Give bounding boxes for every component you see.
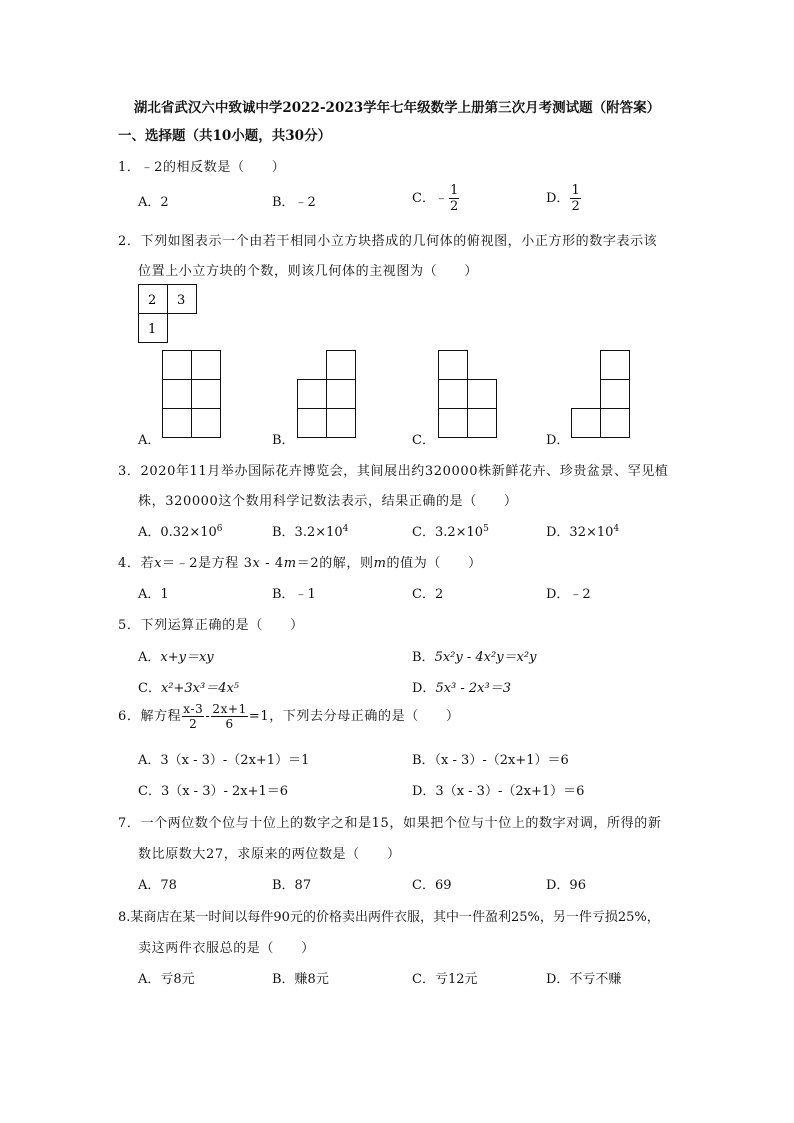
option-text: B．3.2×10 bbox=[272, 525, 343, 540]
minus-sign: - bbox=[205, 709, 211, 724]
stem-text: 6．解方程 bbox=[118, 709, 182, 724]
option-label: C． bbox=[138, 681, 161, 696]
section-heading: 一、选择题（共10小题，共30分） bbox=[118, 128, 332, 144]
front-view-option-a bbox=[162, 350, 222, 440]
exponent: 5 bbox=[483, 524, 489, 534]
stem-text: ＝2的解，则 bbox=[296, 556, 374, 571]
question-1-option-a: A．2 bbox=[138, 195, 169, 210]
variable-x: x bbox=[154, 556, 163, 571]
question-6-option-d: D．3（x - 3）-（2x+1）＝6 bbox=[412, 784, 585, 799]
question-1-stem: 1．﹣2的相反数是（ ） bbox=[118, 160, 286, 175]
option-expression: x²+3x³＝4x⁵ bbox=[160, 681, 240, 696]
option-label: A． bbox=[138, 650, 161, 665]
question-8-stem-line-2: 卖这两件衣服总的是（ ） bbox=[138, 941, 315, 956]
denominator: 2 bbox=[449, 199, 459, 214]
option-text: C．3.2×10 bbox=[412, 525, 484, 540]
numerator: 2x+1 bbox=[212, 702, 247, 716]
fraction bbox=[449, 183, 459, 214]
question-8-option-d: D．不亏不赚 bbox=[546, 972, 622, 987]
question-2-option-a-label: A． bbox=[138, 433, 161, 448]
exponent: 6 bbox=[216, 524, 223, 534]
question-3-option-a bbox=[138, 521, 223, 540]
numerator: x-3 bbox=[183, 702, 204, 716]
option-label: B． bbox=[412, 650, 435, 665]
exponent: 4 bbox=[613, 524, 620, 534]
question-7-option-b: B．87 bbox=[272, 878, 312, 893]
fraction bbox=[182, 702, 204, 731]
question-1-option-b: B．﹣2 bbox=[272, 195, 316, 210]
grid-cell-value: 1 bbox=[148, 322, 157, 337]
question-4-option-b: B．﹣1 bbox=[272, 587, 316, 602]
grid-cell-value: 2 bbox=[148, 293, 157, 308]
question-6-stem bbox=[118, 702, 460, 731]
question-5-option-a bbox=[138, 646, 214, 665]
option-label: D． bbox=[412, 681, 436, 696]
option-expression: x+y＝xy bbox=[160, 650, 214, 665]
variable-m: m bbox=[373, 556, 387, 571]
question-1-option-d bbox=[546, 183, 582, 214]
question-5-stem: 5．下列运算正确的是（ ） bbox=[118, 618, 304, 633]
fraction bbox=[570, 183, 580, 214]
stem-text: 4．若 bbox=[118, 556, 155, 571]
question-2-option-c-label: C． bbox=[412, 433, 435, 448]
question-6-option-a: A．3（x - 3）-（2x+1）＝1 bbox=[138, 753, 310, 768]
question-3-stem-line-1: 3．2020年11月举办国际花卉博览会，其间展出约320000株新鲜花卉、珍贵盆景、罕见植 bbox=[118, 464, 669, 479]
question-4-stem bbox=[118, 552, 482, 571]
minus-sign: ﹣ bbox=[434, 191, 448, 206]
question-2-option-d-label: D． bbox=[546, 433, 570, 448]
question-3-stem-line-2: 株，320000这个数用科学记数法表示，结果正确的是（ ） bbox=[138, 494, 518, 509]
numerator: 1 bbox=[449, 183, 459, 198]
question-7-option-a: A．78 bbox=[138, 878, 177, 893]
front-view-option-c bbox=[438, 350, 498, 440]
stem-text: 的值为（ ） bbox=[386, 556, 482, 571]
question-8-stem-line-1: 8.某商店在某一时间以每件90元的价格卖出两件衣服，其中一件盈利25%，另一件亏损25%， bbox=[118, 910, 660, 925]
question-3-option-d bbox=[546, 521, 619, 540]
question-5-option-d bbox=[412, 677, 511, 696]
question-5-option-b bbox=[412, 646, 536, 665]
denominator: 2 bbox=[189, 717, 198, 731]
question-6-option-c: C．3（x - 3）- 2x+1＝6 bbox=[138, 784, 289, 799]
option-expression: 5x²y - 4x²y＝x²y bbox=[434, 650, 537, 665]
question-7-stem-line-2: 数比原数大27，求原来的两位数是（ ） bbox=[138, 847, 401, 862]
question-4-option-d: D．﹣2 bbox=[546, 587, 591, 602]
top-view-grid bbox=[138, 284, 200, 346]
stem-text: - 4 bbox=[260, 556, 284, 571]
front-view-option-d bbox=[571, 350, 631, 440]
question-2-stem-line-1: 2．下列如图表示一个由若干相同小立方块搭成的几何体的俯视图，小正方形的数字表示该 bbox=[118, 234, 658, 249]
question-5-option-c bbox=[138, 677, 239, 696]
fraction bbox=[211, 702, 248, 731]
question-8-option-c: C．亏12元 bbox=[412, 972, 478, 987]
stem-text: ，下列去分母正确的是（ ） bbox=[269, 709, 460, 724]
denominator: 6 bbox=[225, 717, 234, 731]
exponent: 4 bbox=[342, 524, 349, 534]
option-label: D． bbox=[546, 191, 570, 206]
question-6-option-b: B．（x - 3）-（2x+1）＝6 bbox=[412, 753, 569, 768]
variable-x: x bbox=[252, 556, 261, 571]
front-view-option-b bbox=[297, 350, 357, 440]
option-expression: 5x³ - 2x³＝3 bbox=[435, 681, 511, 696]
question-3-option-b bbox=[272, 521, 348, 540]
question-2-stem-line-2: 位置上小立方块的个数，则该几何体的主视图为（ ） bbox=[138, 264, 479, 279]
question-7-stem-line-1: 7．一个两位数个位与十位上的数字之和是15，如果把个位与十位上的数字对调，所得的新 bbox=[118, 816, 662, 831]
option-label: C． bbox=[412, 191, 435, 206]
grid-cell-value: 3 bbox=[177, 293, 186, 308]
question-7-option-d: D．96 bbox=[546, 878, 586, 893]
question-3-option-c bbox=[412, 521, 489, 540]
stem-text: ＝﹣2是方程 3 bbox=[162, 556, 253, 571]
variable-m: m bbox=[283, 556, 297, 571]
option-text: A．0.32×10 bbox=[138, 525, 217, 540]
question-8-option-b: B．赚8元 bbox=[272, 972, 329, 987]
question-7-option-c: C．69 bbox=[412, 878, 452, 893]
question-4-option-a: A．1 bbox=[138, 587, 169, 602]
page-title: 湖北省武汉六中致诚中学2022-2023学年七年级数学上册第三次月考测试题（附答案） bbox=[133, 100, 661, 116]
numerator: 1 bbox=[571, 183, 580, 198]
denominator: 2 bbox=[571, 199, 580, 214]
question-1-option-c bbox=[412, 183, 460, 214]
option-text: D．32×10 bbox=[546, 525, 614, 540]
equals-one: =1 bbox=[248, 709, 270, 724]
question-2-option-b-label: B． bbox=[272, 433, 295, 448]
question-4-option-c: C．2 bbox=[412, 587, 444, 602]
question-8-option-a: A．亏8元 bbox=[138, 972, 195, 987]
